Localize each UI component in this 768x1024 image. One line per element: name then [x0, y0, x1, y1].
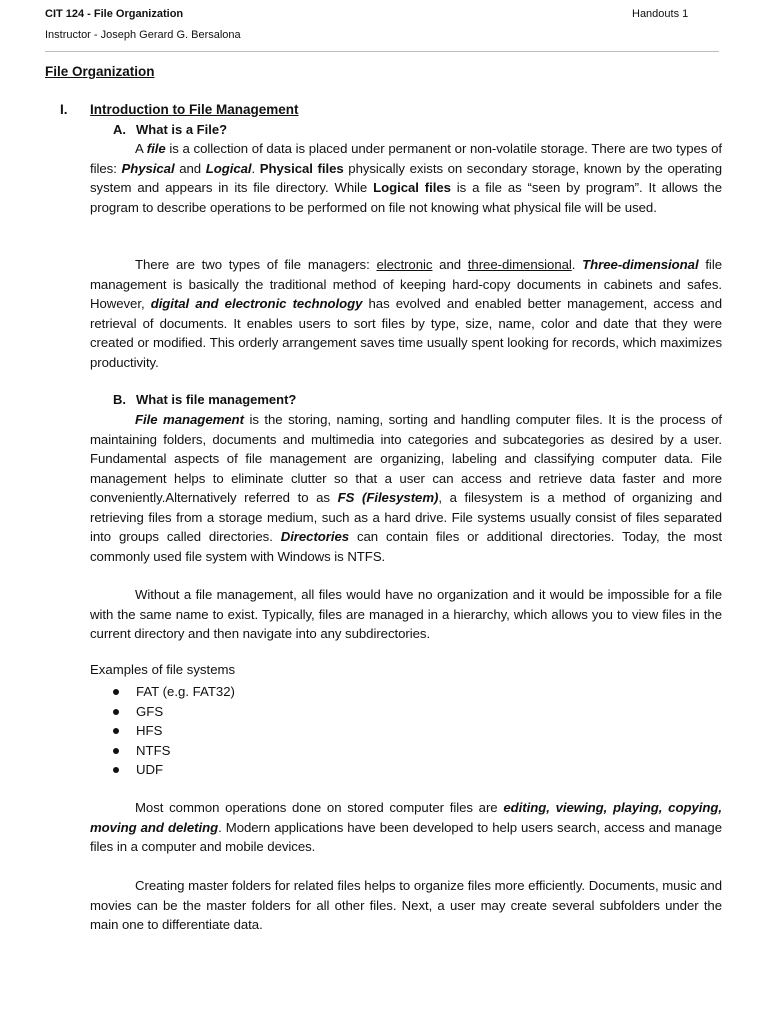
subsection-b-label: B.: [113, 392, 126, 407]
term-digital-electronic: digital and electronic technology: [150, 296, 363, 311]
list-item: NTFS: [90, 741, 390, 761]
term-physical-files: Physical files: [259, 160, 344, 176]
term-filesystem: FS (Filesystem): [337, 490, 439, 505]
bullet-icon: [113, 748, 119, 754]
section-number: I.: [60, 102, 68, 117]
file-system-list: [90, 682, 390, 780]
bullet-icon: [113, 767, 119, 773]
term-operations: editing, viewing, playing, copying, moving and deleting: [90, 800, 722, 835]
paragraph-file-management: File management is the storing, naming, sorting and handling computer files. It is the process of maintaining folders, documents and multimedia into categories and subcategories as desired by a user. Fundamental aspects of file management are organizing, labeling and classifying computer data. File management helps to eliminate clutter so that a user can access and retrieve data faster and more conveniently.Alternatively referred to as FS (Filesystem), a filesystem is a method of organizing and retrieving files from a storage medium, such as a hard drive. File systems usually consist of files separated into groups called directories. Directories can contain files or additional directories. Today, the most commonly used file system with Windows is NTFS.: [90, 412, 722, 564]
term-electronic: electronic: [376, 257, 433, 272]
term-physical: Physical: [121, 160, 175, 176]
term-logical: Logical: [205, 160, 252, 176]
header-instructor: Instructor - Joseph Gerard G. Bersalona: [45, 29, 241, 41]
paragraph-common-operations: Most common operations done on stored computer files are editing, viewing, playing, copying, moving and deleting. Modern applications have been developed to help users search, access and manage files in a computer and mobile devices.: [90, 800, 722, 854]
bullet-icon: [113, 728, 119, 734]
term-file-management: File management: [135, 412, 244, 427]
term-logical-files: Logical files: [373, 180, 451, 195]
examples-intro: Examples of file systems: [90, 662, 236, 677]
paragraph-file-managers: There are two types of file managers: electronic and three-dimensional. Three-dimensional file management is basically the traditional method of keeping hard-copy documents in cabinets and safes. However, digital and electronic technology has evolved and enabled better management, access and retrieval of documents. It enables users to sort files by type, size, name, color and date that they were created or modified. This orderly arrangement saves time usually spent looking for records, which maximizes productivity.: [90, 257, 722, 370]
subsection-a-label: A.: [113, 122, 126, 137]
list-item: FAT (e.g. FAT32): [90, 682, 390, 702]
paragraph-what-is-file: A file is a collection of data is placed under permanent or non-volatile storage. There are two types of files: Physical and Logical. Physical files physically exists on secondary storage, known by the operating system and appears in its file directory. While Logical files is a file as “seen by program”. It allows the program to describe operations to be performed on file not knowing what physical file will be used.: [90, 141, 722, 215]
list-item: HFS: [90, 721, 390, 741]
list-item: UDF: [90, 760, 390, 780]
header-course: CIT 124 - File Organization: [45, 8, 184, 20]
list-item: GFS: [90, 702, 390, 722]
term-three-dimensional: three-dimensional: [467, 257, 572, 272]
subsection-a-title: What is a File?: [136, 122, 228, 137]
document-title: File Organization: [45, 64, 155, 79]
bullet-icon: [113, 689, 119, 695]
bullet-icon: [113, 709, 119, 715]
header-handout: Handouts 1: [632, 8, 689, 20]
header-divider: [45, 51, 719, 52]
term-three-dimensional-bold: Three-dimensional: [582, 257, 699, 272]
term-directories: Directories: [280, 529, 350, 544]
paragraph-without-file-management: Without a file management, all files would have no organization and it would be impossible for a file with the same name to exist. Typically, files are managed in a hierarchy, which allows you to view files in the current directory and then navigate into any subdirectories.: [90, 587, 722, 641]
subsection-b-title: What is file management?: [136, 392, 297, 407]
section-title: Introduction to File Management: [90, 102, 299, 117]
term-file: file: [146, 141, 166, 156]
paragraph-master-folders: Creating master folders for related files helps to organize files more efficiently. Documents, music and movies can be the master folders for all other files. Next, a user may create several subfolders under the main one to differentiate data.: [90, 878, 722, 932]
